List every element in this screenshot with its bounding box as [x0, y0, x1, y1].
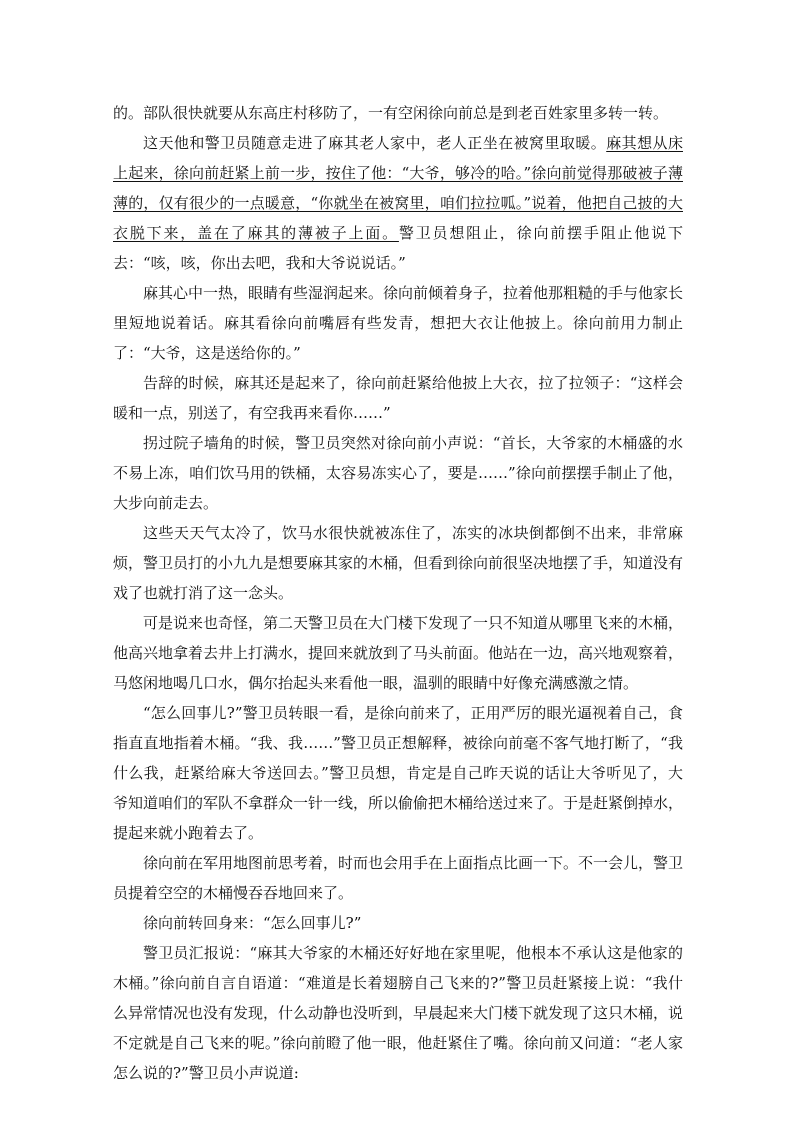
paragraph — [113, 908, 683, 938]
text-run: 徐向前在军用地图前思考着，时而也会用手在上面指点比画一下。不一会儿，警卫员提着空空的木桶慢吞吞地回来了。 — [113, 854, 684, 902]
text-run: 这些天天气太冷了，饮马水很快就被冻住了，冻实的冰块倒都倒不出来，非常麻烦，警卫员打的小九九是想要麻其家的木桶，但看到徐向前很坚决地摆了手，知道没有戏了也就打消了这一念头。 — [113, 524, 684, 602]
text-run: 这天他和警卫员随意走进了麻其老人家中，老人正坐在被窝里取暖。 — [143, 134, 607, 152]
text-run: 麻其心中一热，眼睛有些湿润起来。徐向前倾着身子，拉着他那粗糙的手与他家长里短地说着话。麻其看徐向前嘴唇有些发青，想把大衣让他披上。徐向前用力制止了：“大爷，这是送给你的。” — [113, 284, 684, 362]
paragraph — [113, 278, 683, 368]
text-run: 可是说来也奇怪，第二天警卫员在大门楼下发现了一只不知道从哪里飞来的木桶，他高兴地拿着去井上打满水，提回来就放到了马头前面。他站在一边，高兴地观察着，马悠闲地喝几口水，偶尔抬起头来看他一眼，温驯的眼睛中好像充满感激之情。 — [113, 614, 684, 692]
paragraph — [113, 608, 683, 698]
document-page — [113, 98, 683, 1088]
text-run: 警卫员想阻止，徐向前摆手阻止他说下去：“咳，咳，你出去吧，我和大爷说说话。” — [113, 224, 683, 272]
paragraph — [113, 428, 683, 518]
paragraph — [113, 938, 683, 1088]
paragraph — [113, 128, 683, 278]
paragraph — [113, 368, 683, 428]
text-run: 徐向前转回身来：“怎么回事儿?” — [143, 914, 362, 932]
underlined-text-run: 麻其想从床上起来，徐向前赶紧上前一步，按住了他：“大爷，够冷的哈。”徐向前觉得那破被子薄薄的，仅有很少的一点暖意，“你就坐在被窝里，咱们拉拉呱。”说着，他把自己披的大衣脱下来，盖在了麻其的薄被子上面。 — [113, 134, 683, 242]
text-run: “怎么回事儿?”警卫员转眼一看，是徐向前来了，正用严厉的眼光逼视着自己，食指直直地指着木桶。“我、我……”警卫员正想解释，被徐向前毫不客气地打断了，“我什么我，赶紧给麻大爷送回去。”警卫员想，肯定是自己昨天说的话让大爷听见了，大爷知道咱们的军队不拿群众一针一线，所以偷偷把木桶给送过来了。于是赶紧倒掉水，提起来就小跑着去了。 — [113, 704, 684, 842]
paragraph — [113, 98, 683, 128]
text-run: 告辞的时候，麻其还是起来了，徐向前赶紧给他披上大衣，拉了拉领子：“这样会暖和一点，别送了，有空我再来看你……” — [113, 374, 683, 422]
paragraph — [113, 698, 683, 848]
paragraph — [113, 518, 683, 608]
text-run: 警卫员汇报说：“麻其大爷家的木桶还好好地在家里呢，他根本不承认这是他家的木桶。”徐向前自言自语道：“难道是长着翅膀自己飞来的?”警卫员赶紧接上说：“我什么异常情况也没有发现，什么动静也没听到，早晨起来大门楼下就发现了这只木桶，说不定就是自己飞来的呢。”徐向前瞪了他一眼，他赶紧住了嘴。徐向前又问道：“老人家怎么说的?”警卫员小声说道: — [113, 944, 684, 1082]
text-run: 拐过院子墙角的时候，警卫员突然对徐向前小声说：“首长，大爷家的木桶盛的水不易上冻，咱们饮马用的铁桶，太容易冻实心了，要是……”徐向前摆摆手制止了他，大步向前走去。 — [113, 434, 683, 512]
paragraph — [113, 848, 683, 908]
text-run: 的。部队很快就要从东高庄村移防了，一有空闲徐向前总是到老百姓家里多转一转。 — [113, 104, 669, 122]
